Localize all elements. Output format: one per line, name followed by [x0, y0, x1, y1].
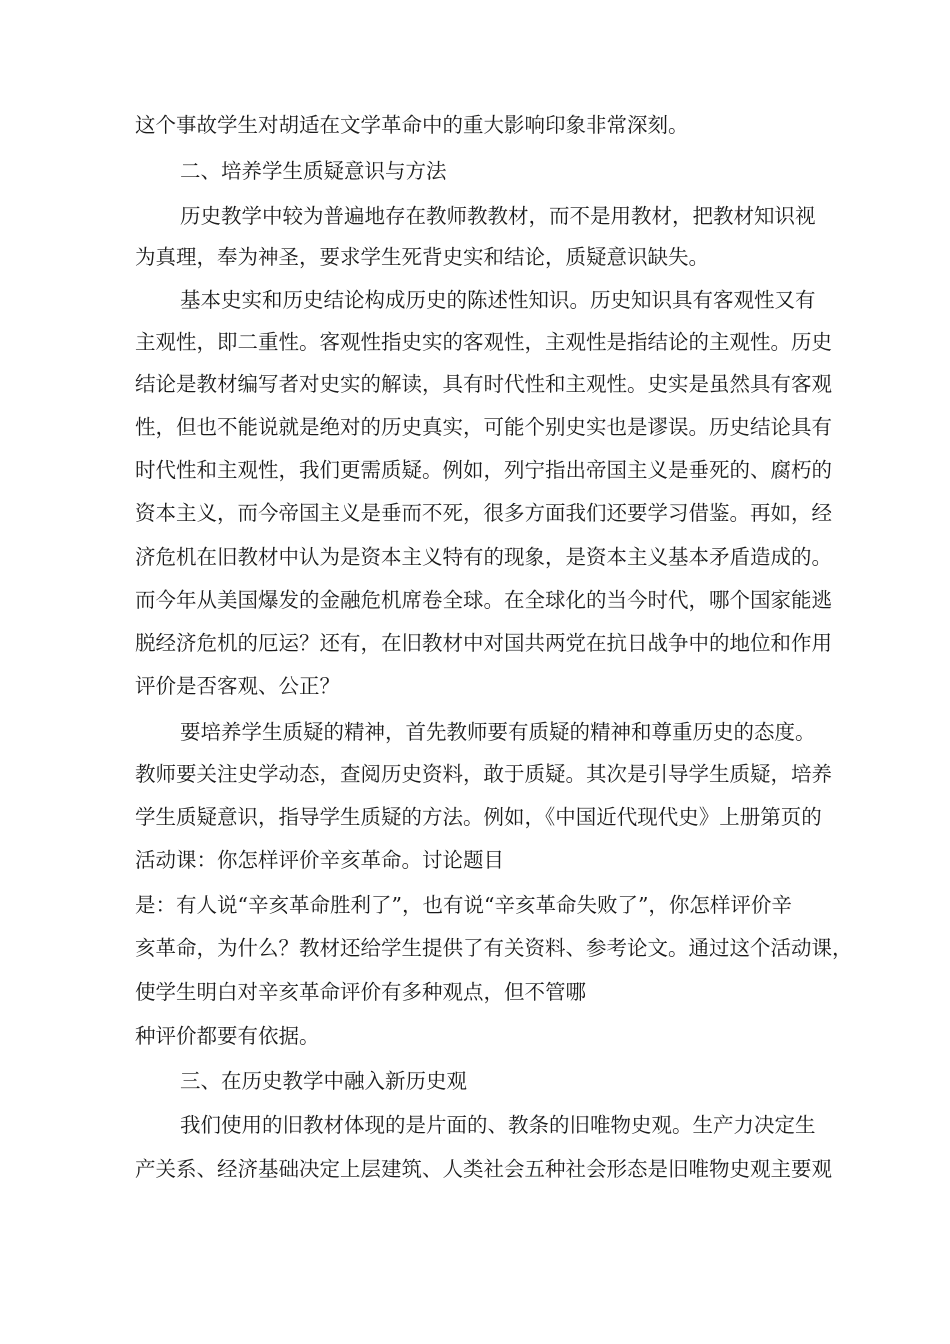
text-line: 我们使用的旧教材体现的是片面的、教条的旧唯物史观。生产力决定生	[180, 1113, 816, 1137]
text-line: 时代性和主观性，我们更需质疑。例如，列宁指出帝国主义是垂死的、腐朽的	[135, 458, 832, 482]
text-line: 济危机在旧教材中认为是资本主义特有的现象，是资本主义基本矛盾造成的。	[135, 545, 832, 569]
text-line: 种评价都要有依据。	[135, 1024, 320, 1048]
text-line: 历史教学中较为普遍地存在教师教教材，而不是用教材，把教材知识视	[180, 204, 816, 228]
text-line: 产关系、经济基础决定上层建筑、人类社会五种社会形态是旧唯物史观主要观	[135, 1157, 832, 1181]
text-line: 评价是否客观、公正？	[135, 674, 340, 698]
text-line: 活动课：你怎样评价辛亥革命。讨论题目	[135, 848, 504, 872]
text-line: 这个事故学生对胡适在文学革命中的重大影响印象非常深刻。	[135, 113, 689, 137]
text-line: 脱经济危机的厄运？还有，在旧教材中对国共两党在抗日战争中的地位和作用	[135, 631, 832, 655]
text-line: 基本史实和历史结论构成历史的陈述性知识。历史知识具有客观性又有	[180, 288, 816, 312]
text-line: 结论是教材编写者对史实的解读，具有时代性和主观性。史实是虽然具有客观	[135, 372, 832, 396]
text-line: 亥革命，为什么？教材还给学生提供了有关资料、参考论文。通过这个活动课，	[135, 936, 853, 960]
text-line: 是：有人说“辛亥革命胜利了”，也有说“辛亥革命失败了”，你怎样评价辛	[135, 893, 792, 917]
text-line: 为真理，奉为神圣，要求学生死背史实和结论，质疑意识缺失。	[135, 245, 709, 269]
text-line: 要培养学生质疑的精神，首先教师要有质疑的精神和尊重历史的态度。	[180, 720, 816, 744]
text-line: 性，但也不能说就是绝对的历史真实，可能个别史实也是谬误。历史结论具有	[135, 415, 832, 439]
section-heading: 二、培养学生质疑意识与方法	[180, 159, 447, 183]
text-line: 而今年从美国爆发的金融危机席卷全球。在全球化的当今时代，哪个国家能逃	[135, 588, 832, 612]
text-line: 教师要关注史学动态，查阅历史资料，敢于质疑。其次是引导学生质疑，培养	[135, 762, 832, 786]
text-line: 主观性，即二重性。客观性指史实的客观性，主观性是指结论的主观性。历史	[135, 330, 832, 354]
text-line: 资本主义，而今帝国主义是垂而不死，很多方面我们还要学习借鉴。再如，经	[135, 501, 832, 525]
text-line: 学生质疑意识，指导学生质疑的方法。例如，《中国近代现代史》上册第页的	[135, 805, 822, 829]
text-line: 使学生明白对辛亥革命评价有多种观点，但不管哪	[135, 980, 586, 1004]
section-heading: 三、在历史教学中融入新历史观	[180, 1069, 467, 1093]
